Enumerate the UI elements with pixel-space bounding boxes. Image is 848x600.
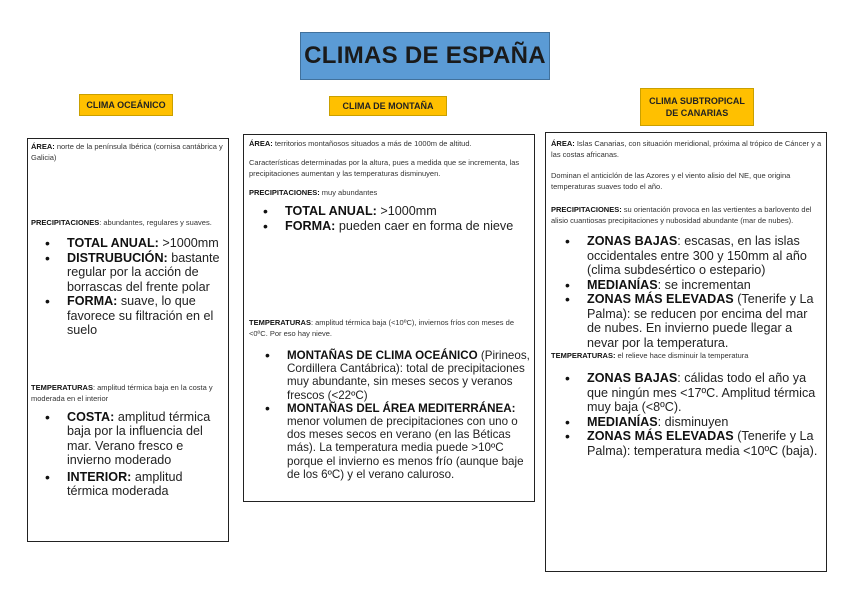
list-item: • ZONAS BAJAS: escasas, en las islas occidentales entre 300 y 150mm al año (clima subdesértico o estepario) (587, 234, 823, 278)
canarias-intro: Dominan el anticiclón de las Azores y el viento alisio del NE, que origina temperaturas suaves todo el año. (551, 171, 791, 191)
list-item: • ZONAS MÁS ELEVADAS (Tenerife y La Palma): temperatura media <10ºC (baja). (587, 429, 823, 458)
canarias-precipitaciones (551, 204, 823, 226)
montana-intro: Características determinadas por la altura, pues a medida que se incrementa, las precipitaciones aumentan y las temperaturas disminuyen. (249, 158, 520, 178)
list-item: • ZONAS BAJAS: cálidas todo el año ya que ningún mes <17ºC. Amplitud térmica muy baja (<8ºC). (587, 371, 823, 415)
canarias-area-text: Islas Canarias, con situación meridional, próxima al trópico de Cáncer y a las costas africanas. (551, 139, 822, 159)
montana-temperaturas (249, 317, 531, 339)
label-clima-oceanico: CLIMA OCEÁNICO (79, 94, 173, 116)
oceanico-temp-heading: TEMPERATURAS (31, 382, 93, 392)
list-item: • FORMA: pueden caer en forma de nieve (285, 219, 531, 234)
canarias-area (551, 138, 823, 160)
canarias-prec-heading: PRECIPITACIONES: (551, 205, 622, 214)
canarias-temp-text: el relieve hace disminuir la temperatura (615, 351, 749, 360)
oceanico-temp-list (31, 410, 227, 499)
canarias-content (551, 138, 823, 458)
canarias-area-heading: ÁREA: (551, 139, 575, 148)
page-title: CLIMAS DE ESPAÑA (300, 32, 550, 80)
list-item: • DISTRUBUCIÓN: bastante regular por la acción de borrascas del frente polar (67, 251, 227, 295)
montana-prec-list (249, 204, 531, 233)
montana-prec-text: muy abundantes (319, 188, 378, 197)
montana-prec-heading: PRECIPITACIONES: (249, 188, 320, 197)
oceanico-prec-heading: PRECIPITACIONES (31, 218, 100, 227)
list-item: • FORMA: suave, lo que favorece su filtración en el suelo (67, 294, 227, 338)
list-item: • INTERIOR: amplitud térmica moderada (67, 470, 227, 499)
label-canarias-line2: DE CANARIAS (665, 108, 729, 118)
oceanico-prec-list (31, 236, 227, 338)
list-item: • MONTAÑAS DE CLIMA OCEÁNICO (Pirineos, Cordillera Cantábrica): total de precipitaciones muy abundante, sin meses secos y veranos frescos (<22ºC) (287, 349, 535, 402)
montana-precipitaciones (249, 187, 531, 198)
montana-content (249, 138, 531, 481)
canarias-prec-list (551, 234, 823, 350)
list-item: • MONTAÑAS DEL ÁREA MEDITERRÁNEA: menor volumen de precipitaciones con uno o dos meses secos en verano (en las Béticas más). La temperatura media puede >10ºC porque el invierno es menos frío (aunque baje de los 6ºC) y el verano caluroso. (287, 402, 535, 481)
oceanico-area-text: norte de la península Ibérica (cornisa cantábrica y Galicia) (31, 142, 223, 162)
oceanico-area-heading: ÁREA: (31, 142, 55, 151)
montana-temp-text: : amplitud térmica baja (<10ºC), inviernos fríos con meses de <0ºC. Por eso hay nieve. (249, 318, 514, 338)
canarias-temp-heading: TEMPERATURAS: (551, 351, 616, 360)
canarias-prec-text: su orientación provoca en las vertientes a barlovento del alisio cuantiosas precipitaciones y nubosidad abundante (mar de nubes). (551, 205, 812, 225)
oceanico-content (31, 141, 227, 499)
canarias-temperaturas (551, 350, 823, 361)
label-clima-montana: CLIMA DE MONTAÑA (329, 96, 447, 116)
oceanico-area (31, 141, 227, 163)
list-item: • COSTA: amplitud térmica baja por la influencia del mar. Verano fresco e invierno moderado (67, 410, 227, 468)
canarias-temp-list (551, 371, 823, 458)
montana-area (249, 138, 531, 149)
oceanico-temperaturas (31, 382, 227, 404)
oceanico-temp-text: : amplitud térmica baja en la costa y moderada en el interior (31, 382, 213, 403)
montana-area-text: territorios montañosos situados a más de 1000m de altitud. (272, 139, 472, 148)
montana-area-heading: ÁREA: (249, 139, 273, 148)
list-item: • MEDIANÍAS: se incrementan (587, 278, 823, 293)
list-item: • TOTAL ANUAL: >1000mm (67, 236, 227, 251)
oceanico-precipitaciones (31, 217, 227, 228)
label-clima-canarias (640, 88, 754, 126)
list-item: • TOTAL ANUAL: >1000mm (285, 204, 531, 219)
list-item: • ZONAS MÁS ELEVADAS (Tenerife y La Palma): se reducen por encima del mar de nubes. En invierno puede llegar a nevar por la temperatura. (587, 292, 823, 350)
oceanico-prec-text: : abundantes, regulares y suaves. (99, 218, 212, 227)
list-item: • MEDIANÍAS: disminuyen (587, 415, 823, 430)
montana-temp-heading: TEMPERATURAS (249, 318, 311, 327)
montana-temp-list (249, 349, 535, 481)
label-canarias-line1: CLIMA SUBTROPICAL (649, 96, 745, 106)
